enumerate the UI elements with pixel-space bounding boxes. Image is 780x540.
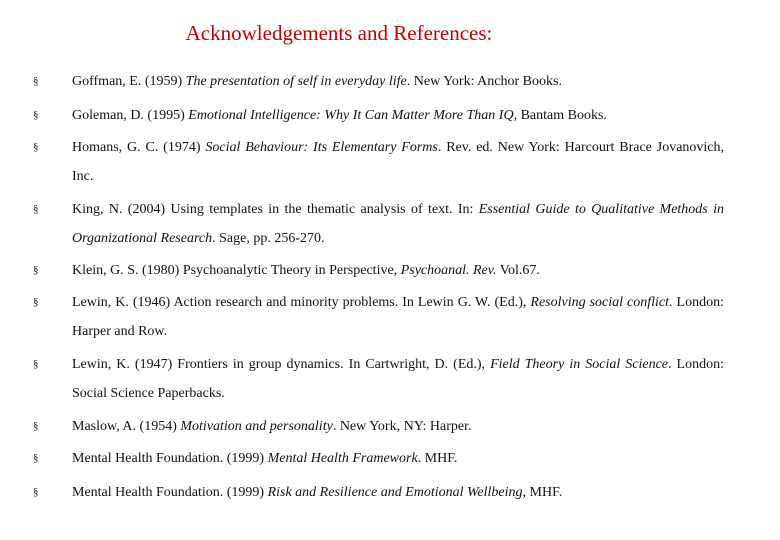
reference-title: Motivation and personality [180, 419, 333, 434]
reference-item [33, 350, 724, 408]
bullet-icon: § [33, 420, 39, 432]
reference-title: Risk and Resilience and Emotional Wellbeing [267, 485, 523, 500]
reference-title: Mental Health Framework [267, 451, 418, 466]
reference-item [33, 288, 724, 346]
reference-text: Klein, G. S. (1980) Psychoanalytic Theory in Perspective, [72, 263, 401, 278]
reference-text: Maslow, A. (1954) [72, 419, 181, 434]
reference-title: Social Behaviour: Its Elementary Forms [205, 140, 438, 155]
page-title: Acknowledgements and References: [185, 21, 493, 45]
reference-text: . London: Social Science Paperbacks. [72, 357, 724, 401]
bullet-icon: § [33, 358, 39, 370]
bullet-icon: § [33, 296, 39, 308]
reference-item [33, 133, 725, 191]
reference-text: King, N. (2004) Using templates in the thematic analysis of text. In: [72, 202, 479, 217]
reference-text: Vol.67. [496, 263, 540, 278]
reference-item [33, 444, 724, 473]
reference-item [33, 67, 724, 96]
bullet-icon: § [33, 264, 39, 276]
reference-title: Emotional Intelligence: Why It Can Matter More Than IQ [188, 108, 514, 123]
reference-text: , MHF. [522, 485, 563, 500]
reference-text: Mental Health Foundation. (1999) [72, 451, 268, 466]
reference-text: . Sage, pp. 256-270. [212, 231, 325, 246]
reference-title: Field Theory in Social Science [490, 357, 669, 372]
reference-title: Psychoanal. Rev. [400, 263, 497, 278]
reference-title: Essential Guide to Qualitative Methods in Organizational Research [72, 202, 724, 246]
reference-text: Lewin, K. (1946) Action research and minority problems. In Lewin G. W. (Ed.), [72, 295, 531, 310]
reference-text: Lewin, K. (1947) Frontiers in group dynamics. In Cartwright, D. (Ed.), [72, 357, 491, 372]
reference-text: . Rev. ed. New York: Harcourt Brace Jovanovich, Inc. [72, 140, 725, 184]
reference-text: . London: Harper and Row. [72, 295, 724, 339]
reference-title: Resolving social conflict [530, 295, 670, 310]
reference-text: , Bantam Books. [513, 108, 607, 123]
reference-text: Homans, G. C. (1974) [72, 140, 206, 155]
bullet-icon: § [33, 141, 39, 153]
reference-text: Goffman, E. (1959) [72, 74, 186, 89]
bullet-icon: § [33, 452, 39, 464]
reference-item [33, 256, 724, 285]
reference-item [33, 412, 724, 441]
reference-title: The presentation of self in everyday life [185, 74, 407, 89]
bullet-icon: § [33, 109, 39, 121]
reference-text: Goleman, D. (1995) [72, 108, 189, 123]
reference-text: . MHF. [417, 451, 458, 466]
reference-text: Mental Health Foundation. (1999) [72, 485, 268, 500]
bullet-icon: § [33, 203, 39, 215]
reference-text: . New York, NY: Harper. [332, 419, 472, 434]
reference-item [33, 478, 724, 507]
bullet-icon: § [33, 75, 39, 87]
reference-text: . New York: Anchor Books. [406, 74, 562, 89]
reference-item [33, 101, 724, 130]
bullet-icon: § [33, 486, 39, 498]
reference-item [33, 195, 724, 253]
